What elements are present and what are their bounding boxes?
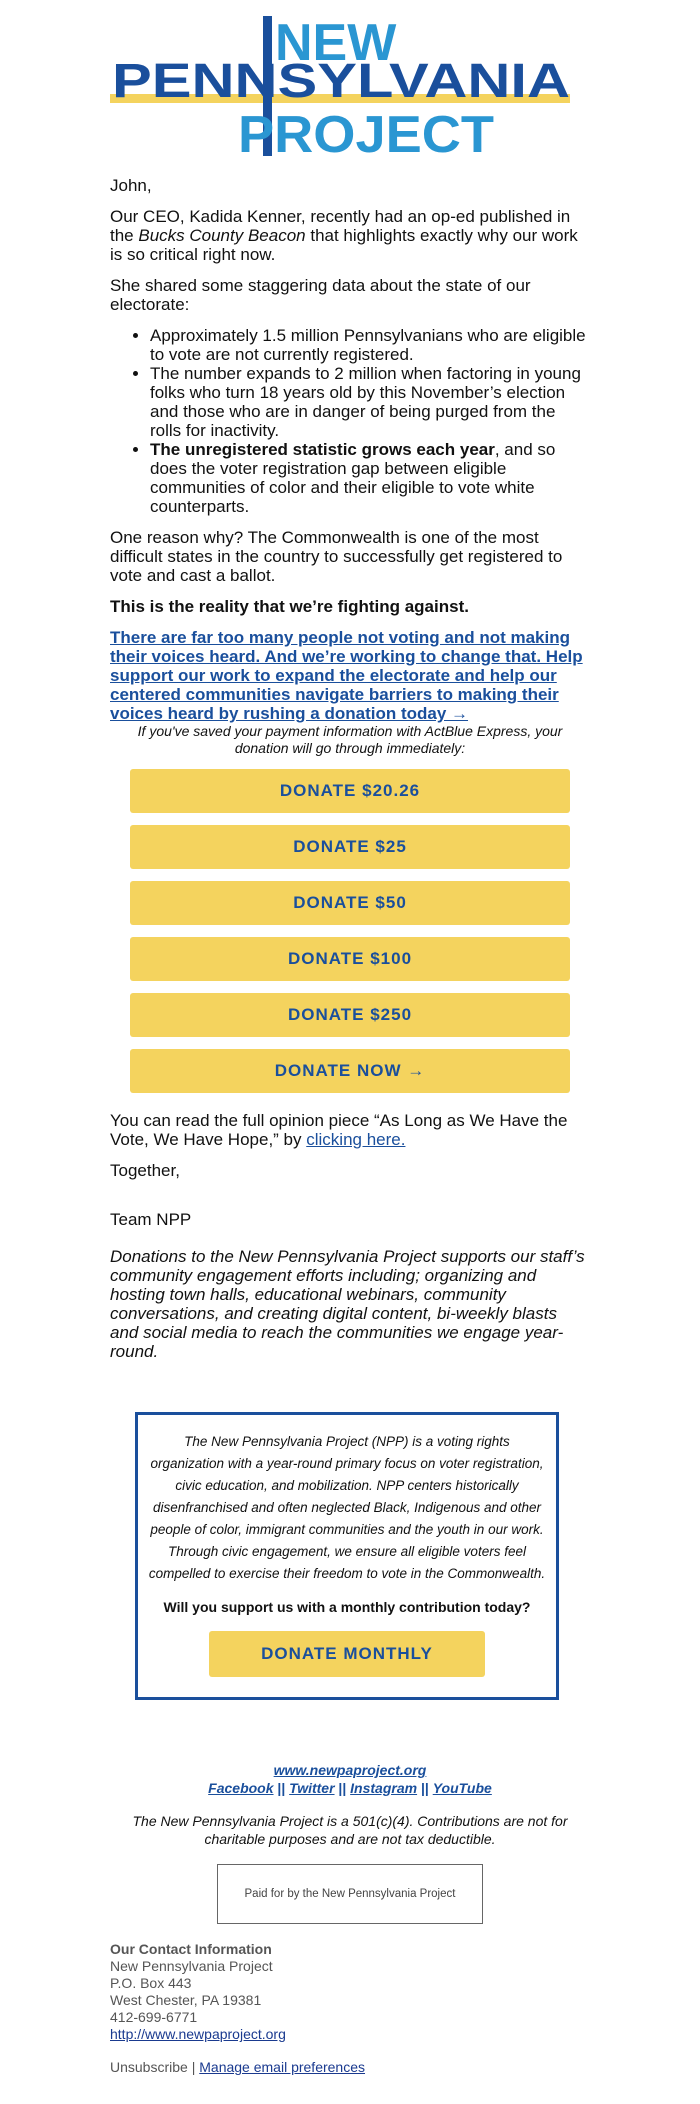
contact-phone: 412-699-6771 [110,2009,198,2025]
contact-heading: Our Contact Information [110,1941,272,1957]
greeting: John, [110,176,152,195]
contact-po-box: P.O. Box 443 [110,1975,192,1991]
donate-20-26-button[interactable]: DONATE $20.26 [130,769,570,813]
donate-100-button[interactable]: DONATE $100 [130,937,570,981]
publication-name: Bucks County Beacon [138,226,306,245]
logo-line-1: NEW [275,14,397,72]
reason-paragraph: One reason why? The Commonwealth is one of the most difficult states in the country to successfully get registered to vote and cast a ballot. [110,528,563,585]
separator: || [277,1780,286,1796]
signoff: Together, [110,1161,180,1180]
separator: || [338,1780,347,1796]
contact-information [110,1941,590,2076]
intro-paragraph: Our CEO, Kadida Kenner, recently had an op-ed published in the Bucks County Beacon that highlights exactly why our work is so critical right now. [110,207,578,264]
list-item: • The unregistered statistic grows each year, and so does the voter registration gap between eligible communities of color and their eligible to vote white counterparts. [150,440,590,516]
donation-note: Donations to the New Pennsylvania Project supports our staff’s community engagement efforts including; organizing and hosting town halls, educational webinars, community conversations, and creating digital content, bi-weekly blasts and social media to reach the communities we engage year-round. [110,1247,585,1361]
donate-now-button[interactable]: DONATE NOW → [130,1049,570,1093]
donate-25-button[interactable]: DONATE $25 [130,825,570,869]
tax-disclaimer: The New Pennsylvania Project is a 501(c)(4). Contributions are not for charitable purposes and are not tax deductible. [132,1813,568,1847]
unsubscribe-row: Unsubscribe | Manage email preferences [110,2059,366,2075]
reality-heading: This is the reality that we’re fighting against. [110,597,469,616]
data-intro: She shared some staggering data about the state of our electorate: [110,276,531,314]
youtube-link[interactable]: YouTube [432,1780,492,1796]
opinion-paragraph: You can read the full opinion piece “As Long as We Have the Vote, We Have Hope,” by clicking here. [110,1111,568,1149]
about-text: The New Pennsylvania Project (NPP) is a voting rights organization with a year-round primary focus on voter registration, civic education, and mobilization. NPP centers historically disenfranchised and often neglected Black, Indigenous and other people of color, immigrant communities and the youth in our work. Through civic engagement, we ensure all eligible voters feel compelled to exercise their freedom to vote in the Commonwealth. [148,1434,546,1581]
actblue-express-note: If you've saved your payment information with ActBlue Express, your donation will go through immediately: [137,723,563,756]
list-item: • Approximately 1.5 million Pennsylvanians who are eligible to vote are not currently registered. [150,326,590,364]
social-links [110,1780,590,1796]
email-footer [110,1762,590,1924]
email-body [110,176,590,1373]
donate-250-button[interactable]: DONATE $250 [130,993,570,1037]
npp-logo [110,12,590,162]
about-npp-box [135,1412,559,1700]
logo-line-2: PENNSYLVANIA [112,55,570,108]
logo-line-3: PROJECT [238,106,495,162]
contact-city: West Chester, PA 19381 [110,1992,262,2008]
paid-for-box: Paid for by the New Pennsylvania Project [217,1864,483,1924]
unsubscribe-link[interactable]: Unsubscribe [110,2059,188,2075]
instagram-link[interactable]: Instagram [350,1780,418,1796]
twitter-link[interactable]: Twitter [289,1780,335,1796]
facebook-link[interactable]: Facebook [208,1780,274,1796]
manage-preferences-link[interactable]: Manage email preferences [199,2059,366,2075]
opinion-piece-link[interactable]: clicking here. [306,1130,406,1149]
list-item: • The number expands to 2 million when factoring in young folks who turn 18 years old by this November’s election and those who are in danger of being purged from the rolls for inactivity. [150,364,590,440]
contact-url-link[interactable]: http://www.newpaproject.org [110,2026,286,2042]
signature: Team NPP [110,1210,192,1229]
contact-org: New Pennsylvania Project [110,1958,273,1974]
donation-cta-link[interactable]: There are far too many people not voting and not making their voices heard. And we’re working to change that. Help support our work to expand the electorate and help our centered communities navigate barriers to making their voices heard by rushing a donation today → [110,628,583,723]
monthly-ask: Will you support us with a monthly contribution today? [163,1599,531,1615]
donate-monthly-button[interactable]: DONATE MONTHLY [209,1631,485,1677]
donate-50-button[interactable]: DONATE $50 [130,881,570,925]
website-link[interactable]: www.newpaproject.org [273,1762,427,1778]
stats-list [110,326,590,516]
separator: || [420,1780,429,1796]
